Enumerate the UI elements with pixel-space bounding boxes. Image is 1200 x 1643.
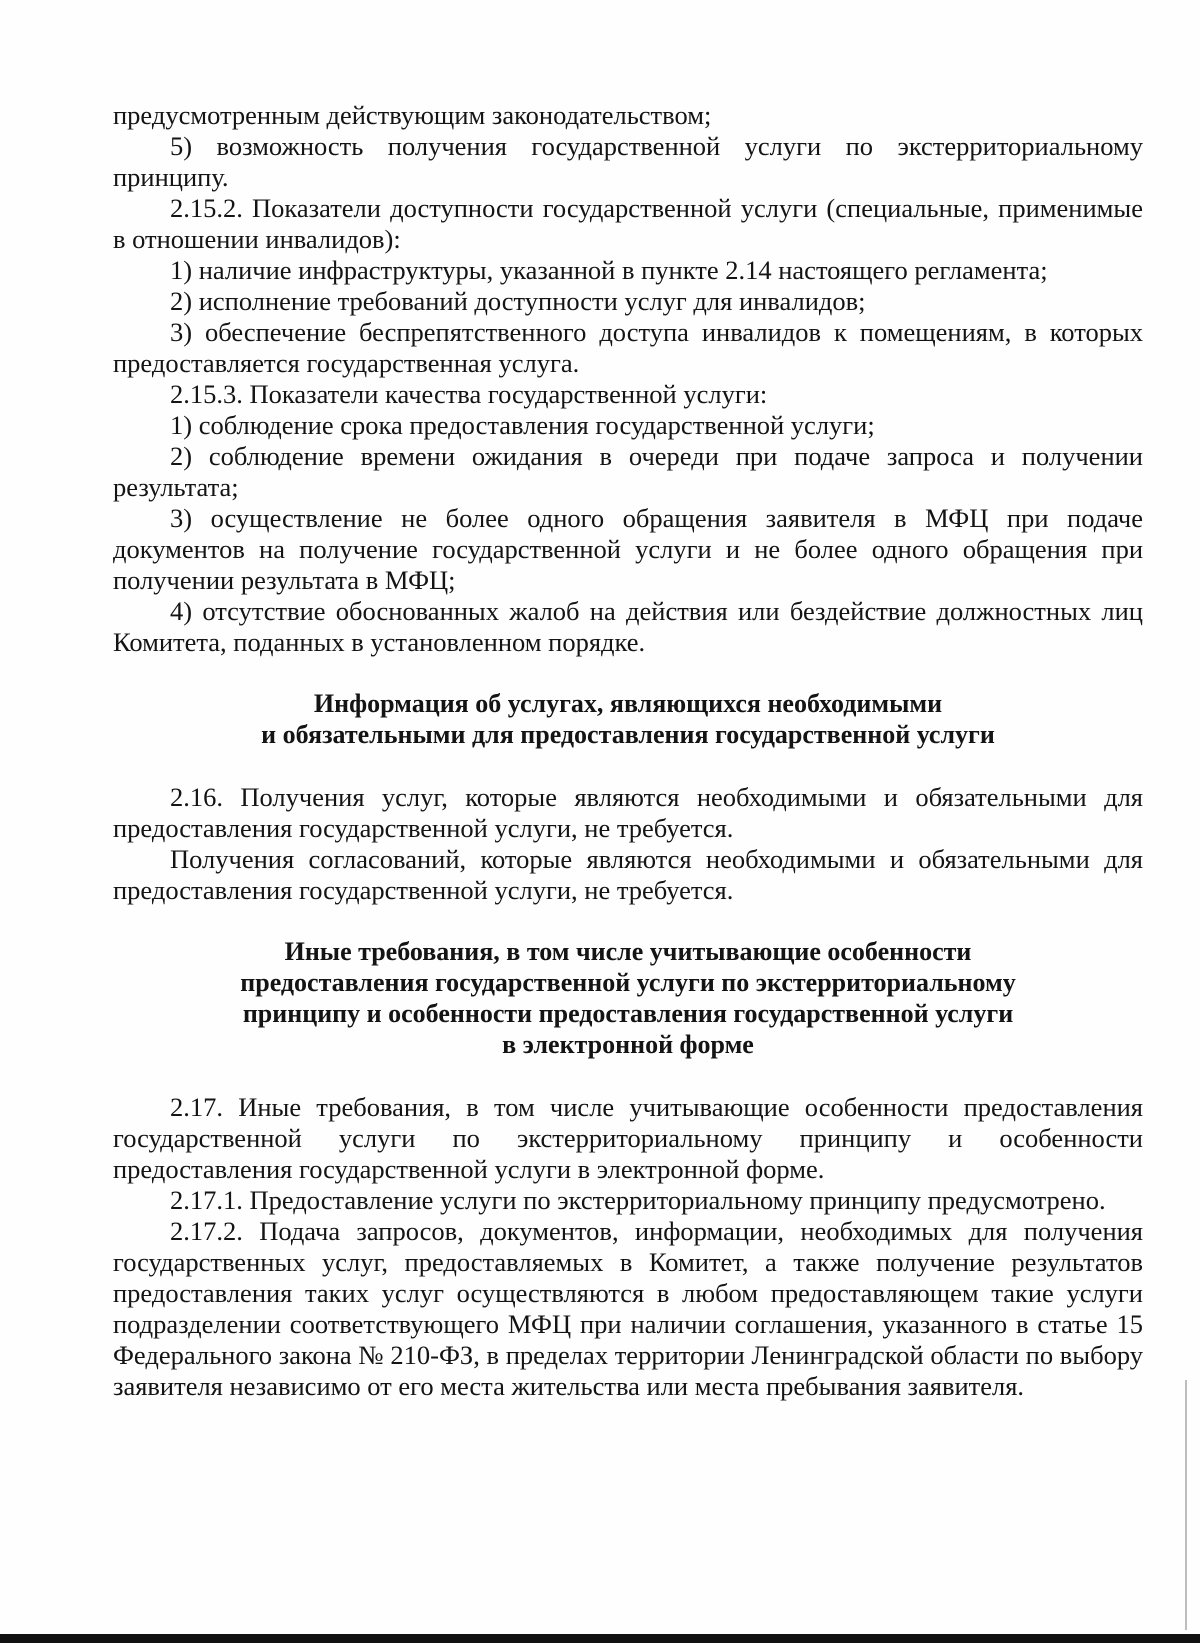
spacer: [113, 750, 1143, 782]
spacer: [113, 906, 1143, 936]
paragraph: предусмотренным действующим законодательством;: [113, 100, 712, 130]
paragraph: 3) осуществление не более одного обращения заявителя в МФЦ при подаче документов на получение государственной услуги и не более одного обращения при получении результата в МФЦ;: [113, 503, 1143, 595]
paragraph: 2.15.3. Показатели качества государственной услуги:: [170, 379, 768, 409]
heading-line: предоставления государственной услуги по экстерриториальному: [240, 968, 1016, 997]
heading-line: принципу и особенности предоставления государственной услуги: [242, 999, 1014, 1028]
heading-required-services: [113, 688, 1143, 750]
paragraph: 2.17.2. Подача запросов, документов, информации, необходимых для получения государственных услуг, предоставляемых в Комитет, а также получение результатов предоставления таких услуг осуществляются в любом предоставляющем такие услуги подразделении соответствующего МФЦ при наличии соглашения, указанного в статье 15 Федерального закона № 210-ФЗ, в пределах территории Ленинградской области по выбору заявителя независимо от его места жительства или места пребывания заявителя.: [113, 1216, 1143, 1401]
paragraph: 2.16. Получения услуг, которые являются необходимыми и обязательными для предоставления государственной услуги, не требуется.: [113, 782, 1143, 843]
heading-other-requirements: [113, 936, 1143, 1060]
heading-line: Информация об услугах, являющихся необходимыми: [313, 689, 943, 718]
paragraph: 2.17.1. Предоставление услуги по экстерриториальному принципу предусмотрено.: [170, 1185, 1106, 1215]
section-required-services: [113, 782, 1143, 906]
paragraph: 5) возможность получения государственной услуги по экстерриториальному принципу.: [113, 131, 1143, 192]
paragraph: 3) обеспечение беспрепятственного доступа инвалидов к помещениям, в которых предоставляется государственная услуга.: [113, 317, 1143, 378]
paragraph: 1) наличие инфраструктуры, указанной в пункте 2.14 настоящего регламента;: [170, 255, 1048, 285]
document-body: [113, 100, 1143, 1402]
spacer: [113, 1060, 1143, 1092]
heading-line: Иные требования, в том числе учитывающие особенности: [284, 937, 972, 966]
heading-line: и обязательными для предоставления государственной услуги: [261, 720, 995, 749]
scan-bottom-border: [0, 1634, 1200, 1643]
paragraph: 2.15.2. Показатели доступности государственной услуги (специальные, применимые в отношении инвалидов):: [113, 193, 1143, 254]
spacer: [113, 658, 1143, 688]
heading-line: в электронной форме: [502, 1030, 754, 1059]
paragraph: Получения согласований, которые являются необходимыми и обязательными для предоставления государственной услуги, не требуется.: [113, 844, 1143, 905]
section-accessibility-quality: [113, 100, 1143, 658]
paragraph: 2) исполнение требований доступности услуг для инвалидов;: [170, 286, 866, 316]
paragraph: 1) соблюдение срока предоставления государственной услуги;: [170, 410, 875, 440]
paragraph: 2.17. Иные требования, в том числе учитывающие особенности предоставления государственной услуги по экстерриториальному принципу и особенности предоставления государственной услуги в электронной форме.: [113, 1092, 1143, 1184]
paragraph: 2) соблюдение времени ожидания в очереди при подаче запроса и получении результата;: [113, 441, 1143, 502]
scan-edge-line: [1185, 1380, 1187, 1630]
paragraph: 4) отсутствие обоснованных жалоб на действия или бездействие должностных лиц Комитета, поданных в установленном порядке.: [113, 596, 1143, 657]
section-other-requirements: [113, 1092, 1143, 1402]
